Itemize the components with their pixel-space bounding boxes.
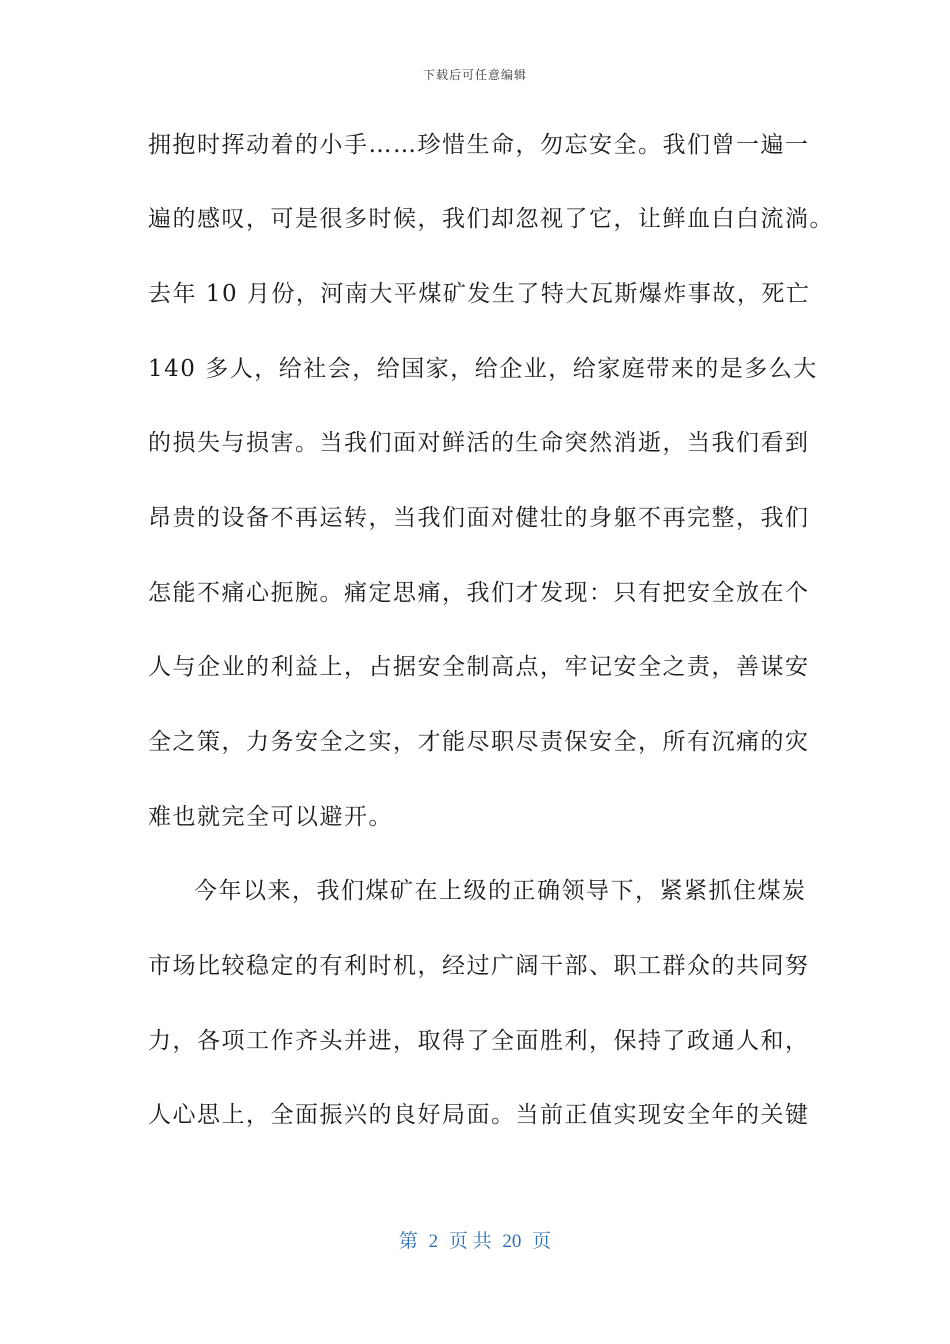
paragraph-line: 拥抱时挥动着的小手……珍惜生命，勿忘安全。我们曾一遍一 <box>148 132 810 158</box>
paragraph-line: 人心思上，全面振兴的良好局面。当前正值实现安全年的关键 <box>148 1102 810 1128</box>
paragraph-line: 全之策，力务安全之实，才能尽职尽责保安全，所有沉痛的灾 <box>148 729 810 755</box>
paragraph-line: 遍的感叹，可是很多时候，我们却忽视了它，让鲜血白白流淌。 <box>148 206 834 232</box>
paragraph-line: 人与企业的利益上，占据安全制高点，牢记安全之责，善谋安 <box>148 654 810 680</box>
paragraph-line: 140 多人，给社会，给国家，给企业，给家庭带来的是多么大 <box>148 356 818 382</box>
paragraph-line: 今年以来，我们煤矿在上级的正确领导下，紧紧抓住煤炭 <box>194 878 807 904</box>
footer-suffix: 页 <box>532 1231 552 1252</box>
page-footer <box>0 1226 950 1253</box>
paragraph-line: 怎能不痛心扼腕。痛定思痛，我们才发现：只有把安全放在个 <box>148 580 810 606</box>
page-header: 下载后可任意编辑 <box>422 68 527 82</box>
paragraph-line: 去年 10 月份，河南大平煤矿发生了特大瓦斯爆炸事故，死亡 <box>148 281 811 307</box>
paragraph-line: 难也就完全可以避开。 <box>148 804 393 830</box>
total-page-count: 20 <box>502 1231 522 1252</box>
paragraph-line: 市场比较稳定的有利时机，经过广阔干部、职工群众的共同努 <box>148 953 810 979</box>
paragraph-line: 昂贵的设备不再运转，当我们面对健壮的身躯不再完整，我们 <box>148 505 810 531</box>
paragraph-line: 力，各项工作齐头并进，取得了全面胜利，保持了政通人和， <box>148 1028 810 1054</box>
footer-prefix: 第 <box>398 1231 418 1252</box>
paragraph-line: 的损失与损害。当我们面对鲜活的生命突然消逝，当我们看到 <box>148 430 810 456</box>
footer-middle: 页 共 <box>448 1231 492 1252</box>
current-page-number: 2 <box>428 1231 439 1252</box>
